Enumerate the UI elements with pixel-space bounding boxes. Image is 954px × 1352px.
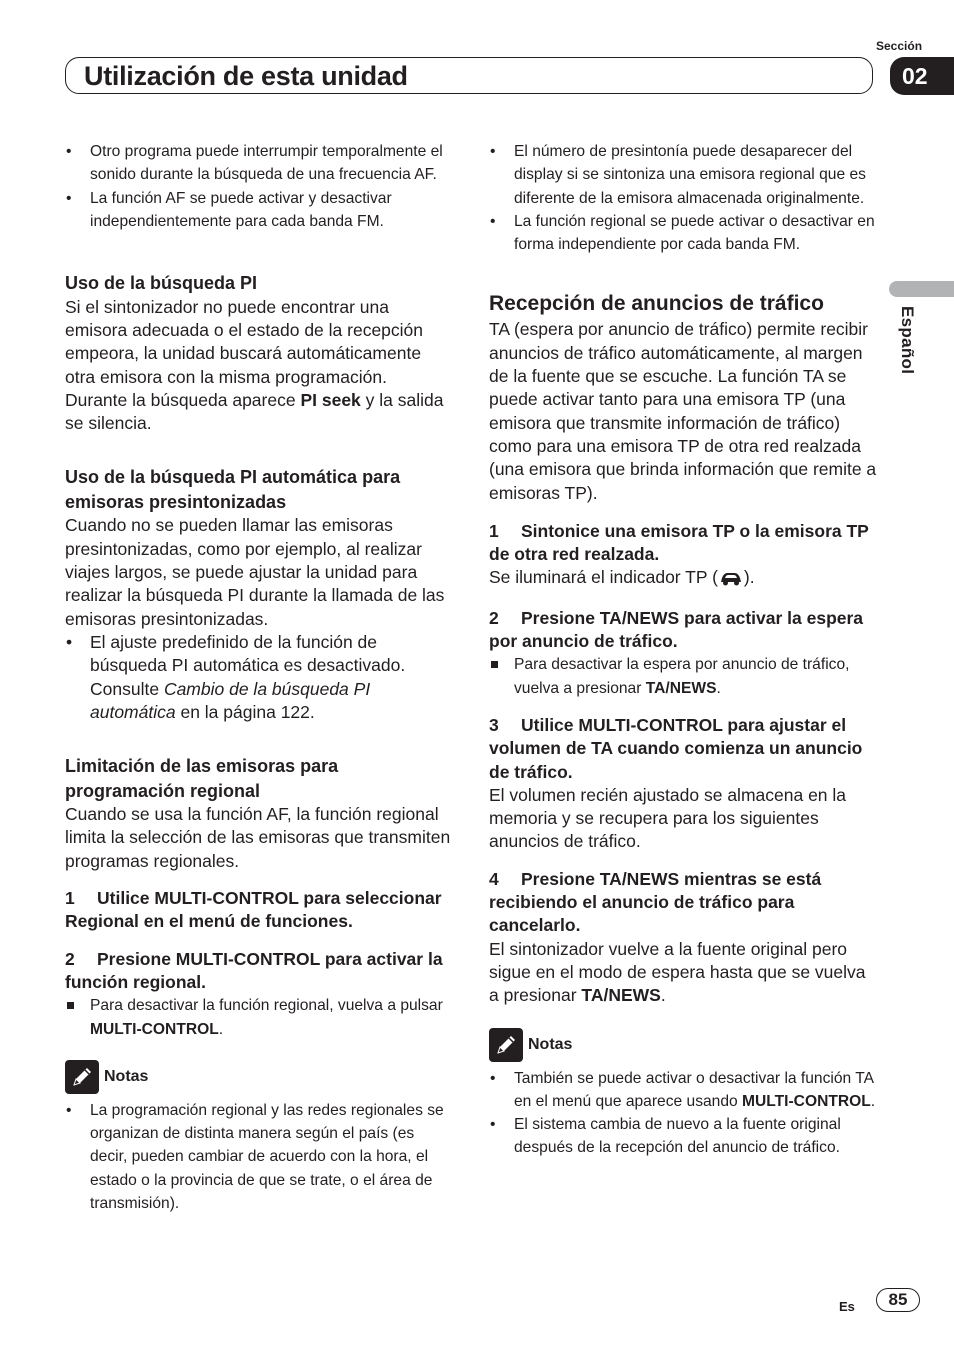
regional-heading: Limitación de las emisoras para programación regional xyxy=(65,756,339,801)
pi-auto-heading: Uso de la búsqueda PI automática para emisoras presintonizadas xyxy=(65,467,401,512)
list-item: • La función AF se puede activar y desactivar independientemente para cada banda FM. xyxy=(65,187,453,234)
regional-step-2-note: Para desactivar la función regional, vuelva a pulsar MULTI-CONTROL. xyxy=(65,994,453,1041)
ta-step-4-text: El sintonizador vuelve a la fuente original pero sigue en el modo de espera hasta que se vuelva a presionar TA/NEWS. xyxy=(489,938,866,1006)
list-item: • El ajuste predefinido de la función de búsqueda PI automática es desactivado. Consulte Cambio de la búsqueda PI automática en la página 122. xyxy=(65,631,453,724)
notes-label: Notas xyxy=(528,1035,573,1053)
pi-auto-bullets xyxy=(65,631,453,724)
language-tab-label: Español xyxy=(898,306,917,375)
ta-heading: Recepción de anuncios de tráfico xyxy=(489,292,824,316)
pencil-note-icon xyxy=(65,1060,99,1094)
left-top-bullets xyxy=(65,140,453,233)
right-notes-header xyxy=(489,1028,877,1062)
list-item: • La programación regional y las redes regionales se organizan de distinta manera según el país (es decir, pueden cambiar de acuerdo con la hora, el estado o la provincia de que se trate, o el área de transmisión). xyxy=(65,1099,453,1215)
list-item: • También se puede activar o desactivar la función TA en el menú que aparece usando MULTI-CONTROL. xyxy=(489,1067,877,1114)
left-notes-list xyxy=(65,1099,453,1215)
regional-step-2: 2 Presione MULTI-CONTROL para activar la función regional. xyxy=(65,948,443,992)
right-column xyxy=(489,140,877,1160)
pencil-note-icon xyxy=(489,1028,523,1062)
left-notes-header xyxy=(65,1060,453,1094)
ta-step-1-text: Se iluminará el indicador TP ( ). xyxy=(489,566,877,592)
ta-step-2-note: Para desactivar la espera por anuncio de tráfico, vuelva a presionar TA/NEWS. xyxy=(489,653,877,700)
right-notes-list xyxy=(489,1067,877,1160)
regional-text: Cuando se usa la función AF, la función regional limita la selección de las emisoras que transmiten programas regionales. xyxy=(65,804,451,871)
language-tab-marker xyxy=(889,281,954,297)
ta-step-3: 3 Utilice MULTI-CONTROL para ajustar el volumen de TA cuando comienza un anuncio de tráfico. xyxy=(489,714,863,782)
pi-heading: Uso de la búsqueda PI xyxy=(65,273,258,294)
section-number-badge: 02 xyxy=(890,57,954,95)
ta-step-2: 2 Presione TA/NEWS para activar la espera por anuncio de tráfico. xyxy=(489,607,864,652)
list-item: • Otro programa puede interrumpir temporalmente el sonido durante la búsqueda de una frecuencia AF. xyxy=(65,140,453,187)
ta-text: TA (espera por anuncio de tráfico) permite recibir anuncios de tráfico automáticamente, al margen de la fuente que se escuche. La función TA se puede activar tanto para una emisora TP (una emisora que transmite información de tráfico) como para una emisora TP de otra red realzada (una emisora que brinda información que remite a emisoras TP). xyxy=(489,319,877,503)
car-icon xyxy=(718,569,744,592)
footer-language-code: Es xyxy=(839,1299,855,1314)
pi-text: Si el sintonizador no puede encontrar una emisora adecuada o el estado de la recepción empeora, la unidad buscará automáticamente otra emisora con la misma programación. Durante la búsqueda aparece PI seek y la salida se silencia. xyxy=(65,296,444,434)
right-top-bullets xyxy=(489,140,877,256)
ta-step-4: 4 Presione TA/NEWS mientras se está recibiendo el anuncio de tráfico para cancelarlo. xyxy=(489,868,822,936)
page-number: 85 xyxy=(876,1288,920,1312)
list-item: • El sistema cambia de nuevo a la fuente original después de la recepción del anuncio de tráfico. xyxy=(489,1113,877,1160)
page-title: Utilización de esta unidad xyxy=(84,61,408,91)
notes-label: Notas xyxy=(104,1067,149,1085)
section-label: Sección xyxy=(876,39,923,53)
list-item: • La función regional se puede activar o desactivar en forma independiente por cada banda FM. xyxy=(489,210,877,257)
ta-step-1: 1 Sintonice una emisora TP o la emisora TP de otra red realzada. xyxy=(489,520,869,565)
ta-step-3-text: El volumen recién ajustado se almacena en la memoria y se recupera para los siguientes anuncios de tráfico. xyxy=(489,784,847,852)
left-column xyxy=(65,140,453,1215)
pi-auto-text: Cuando no se pueden llamar las emisoras presintonizadas, como por ejemplo, al realizar viajes largos, se puede ajustar la unidad para realizar la búsqueda PI durante la llamada de las emisoras presintonizadas. xyxy=(65,515,445,629)
list-item: • El número de presintonía puede desaparecer del display si se sintoniza una emisora regional que es diferente de la emisora almacenada originalmente. xyxy=(489,140,877,210)
regional-step-1: 1 Utilice MULTI-CONTROL para seleccionar Regional en el menú de funciones. xyxy=(65,888,442,932)
